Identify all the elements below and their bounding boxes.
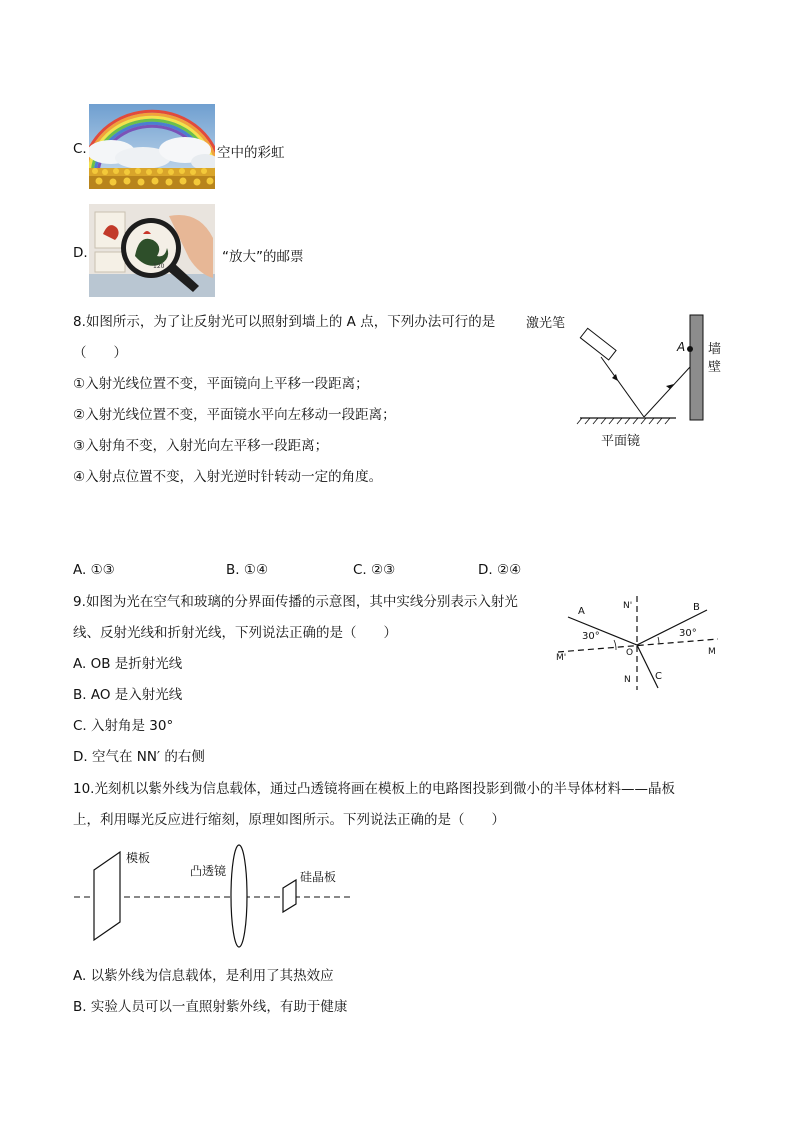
- origin-label: O: [626, 648, 634, 658]
- q9-stem-line2: 线、反射光线和折射光线，下列说法正确的是（ ）: [73, 625, 397, 641]
- q8-stem-line1: 8.如图所示，为了让反射光可以照射到墙上的 A 点，下列办法可行的是: [73, 314, 496, 330]
- q9-refraction-figure: [550, 592, 730, 692]
- wall-label-1: 墙: [708, 342, 722, 357]
- template-plate: [94, 852, 120, 940]
- q10-lithography-figure: [70, 842, 360, 952]
- laser-pen-label: 激光笔: [526, 316, 566, 331]
- q8-item-2: ②入射光线位置不变，平面镜水平向左移动一段距离；: [73, 407, 396, 423]
- q8-stem-line2: （ ）: [73, 345, 127, 361]
- angle-left-label: 30°: [582, 631, 600, 642]
- option-c-letter: C.: [73, 141, 87, 157]
- normal-top-label: N': [623, 601, 633, 611]
- q8-option-b[interactable]: B. ①④: [226, 562, 269, 578]
- point-a-label: A: [677, 340, 686, 354]
- q8-option-d[interactable]: D. ②④: [478, 562, 522, 578]
- option-c-text: 空中的彩虹: [217, 145, 285, 161]
- laser-pen-icon: [580, 328, 616, 360]
- stamp-value: 120: [153, 263, 165, 270]
- ray-b-label: B: [693, 602, 700, 613]
- option-d-text: “放大”的邮票: [222, 249, 304, 265]
- wall-label-2: 壁: [708, 360, 722, 375]
- plane-mirror-label: 平面镜: [601, 434, 641, 449]
- q8-item-4: ④入射点位置不变，入射光逆时针转动一定的角度。: [73, 469, 383, 485]
- q9-stem-line1: 9.如图为光在空气和玻璃的分界面传播的示意图，其中实线分别表示入射光: [73, 594, 518, 610]
- lens-label: 凸透镜: [190, 864, 227, 878]
- q10-option-a[interactable]: A. 以紫外线为信息载体，是利用了其热效应: [73, 968, 334, 984]
- q8-option-a[interactable]: A. ①③: [73, 562, 115, 578]
- q8-option-c[interactable]: C. ②③: [353, 562, 396, 578]
- q9-option-c[interactable]: C. 入射角是 30°: [73, 718, 174, 734]
- q10-option-b[interactable]: B. 实验人员可以一直照射紫外线，有助于健康: [73, 999, 348, 1015]
- angle-right-label: 30°: [679, 628, 697, 639]
- q8-item-1: ①入射光线位置不变，平面镜向上平移一段距离；: [73, 376, 369, 392]
- rainbow-photo: [89, 104, 215, 189]
- wafer-label: 硅晶板: [300, 870, 337, 884]
- q8-item-3: ③入射角不变，入射光向左平移一段距离；: [73, 438, 329, 454]
- q9-option-b[interactable]: B. AO 是入射光线: [73, 687, 183, 703]
- interface-left-label: M': [556, 653, 567, 663]
- interface-right-label: M: [708, 647, 716, 657]
- q9-option-d[interactable]: D. 空气在 NN′ 的右侧: [73, 749, 205, 765]
- magnified-stamp-photo: [89, 204, 215, 297]
- ray-a-label: A: [578, 606, 585, 617]
- point-a-dot: [687, 346, 693, 352]
- q10-stem-line1: 10.光刻机以紫外线为信息载体，通过凸透镜将画在模板上的电路图投影到微小的半导体材料——晶板: [73, 781, 675, 797]
- convex-lens: [231, 845, 247, 947]
- ray-c-label: C: [655, 671, 662, 682]
- silicon-wafer: [283, 880, 296, 912]
- template-label: 模板: [126, 851, 151, 865]
- q8-laser-mirror-figure: [520, 305, 740, 455]
- q9-option-a[interactable]: A. OB 是折射光线: [73, 656, 183, 672]
- normal-bottom-label: N: [624, 675, 631, 685]
- q10-stem-line2: 上，利用曝光反应进行缩刻，原理如图所示。下列说法正确的是（ ）: [73, 812, 505, 828]
- option-d-letter: D.: [73, 245, 88, 261]
